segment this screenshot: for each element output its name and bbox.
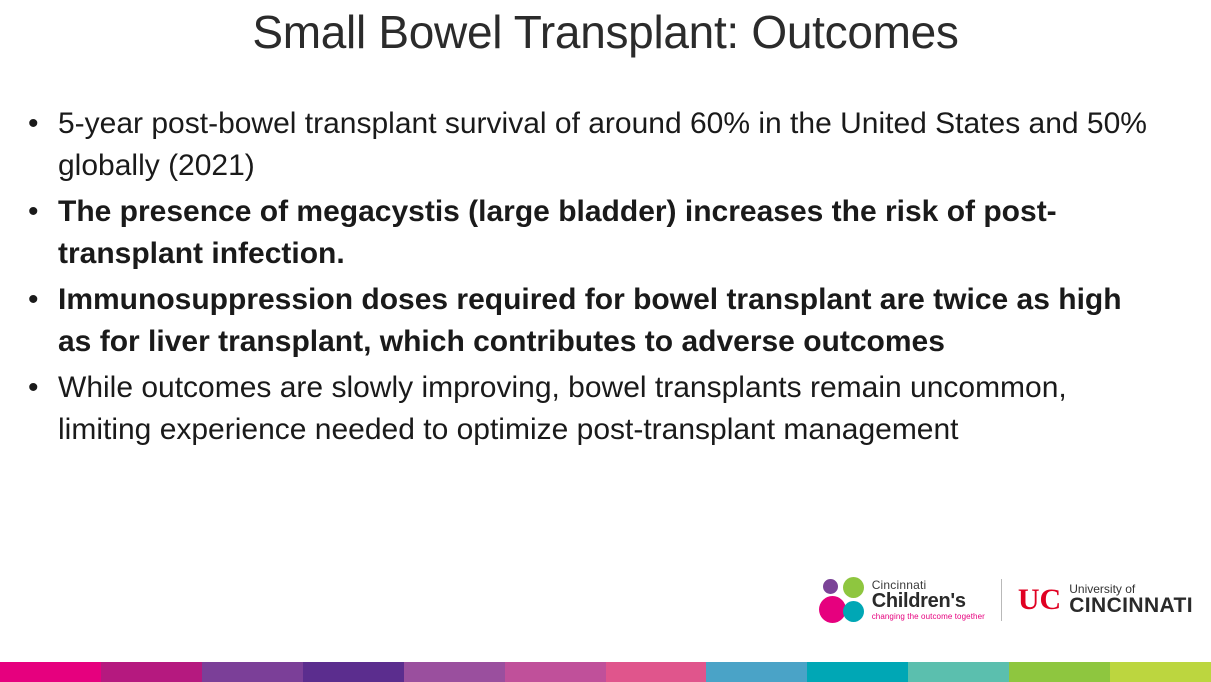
footer-color-segment <box>202 662 303 682</box>
bullet-marker: • <box>28 106 39 140</box>
bullet-marker: • <box>28 370 39 404</box>
logo-divider <box>1001 579 1002 621</box>
cchmc-line1: Cincinnati <box>871 578 927 592</box>
footer-color-segment <box>0 662 101 682</box>
list-item <box>28 191 1161 275</box>
uc-line2: CINCINNATI <box>1069 594 1193 618</box>
list-item <box>28 103 1161 187</box>
bullet-list <box>0 103 1211 451</box>
university-of-cincinnati-logo <box>1018 583 1193 618</box>
footer-color-segment <box>505 662 606 682</box>
footer-color-segment <box>706 662 807 682</box>
bullet-text: 5-year post-bowel transplant survival of around 60% in the United States and 50% globally (2021) <box>58 106 1147 182</box>
page-title: Small Bowel Transplant: Outcomes <box>252 6 959 58</box>
bullet-text: The presence of megacystis (large bladder) increases the risk of post-transplant infection. <box>58 194 1057 270</box>
logo-group <box>819 574 1193 626</box>
slide <box>0 6 1211 682</box>
footer-color-segment <box>606 662 707 682</box>
footer-color-segment <box>404 662 505 682</box>
cincinnati-childrens-wordmark <box>872 579 985 621</box>
list-item <box>28 367 1161 451</box>
cincinnati-childrens-pinwheel-icon <box>819 577 865 623</box>
cincinnati-childrens-logo <box>819 577 985 623</box>
bullet-marker: • <box>28 282 39 316</box>
uc-monogram-icon: UC <box>1017 582 1062 616</box>
bullet-text: While outcomes are slowly improving, bowel transplants remain uncommon, limiting experience needed to optimize post-transplant management <box>58 370 1067 446</box>
footer-color-segment <box>807 662 908 682</box>
footer-color-segment <box>303 662 404 682</box>
footer-color-segment <box>101 662 202 682</box>
footer-color-segment <box>1110 662 1211 682</box>
uc-line1: University of <box>1069 581 1136 596</box>
footer-color-bar <box>0 662 1211 682</box>
footer-color-segment <box>908 662 1009 682</box>
cchmc-tagline: changing the outcome together <box>871 612 985 621</box>
cchmc-line2: Children's <box>871 590 966 612</box>
footer-color-segment <box>1009 662 1110 682</box>
list-item <box>28 279 1161 363</box>
uc-wordmark <box>1069 583 1193 618</box>
bullet-marker: • <box>28 194 39 228</box>
bullet-text: Immunosuppression doses required for bowel transplant are twice as high as for liver transplant, which contributes to adverse outcomes <box>58 282 1122 358</box>
